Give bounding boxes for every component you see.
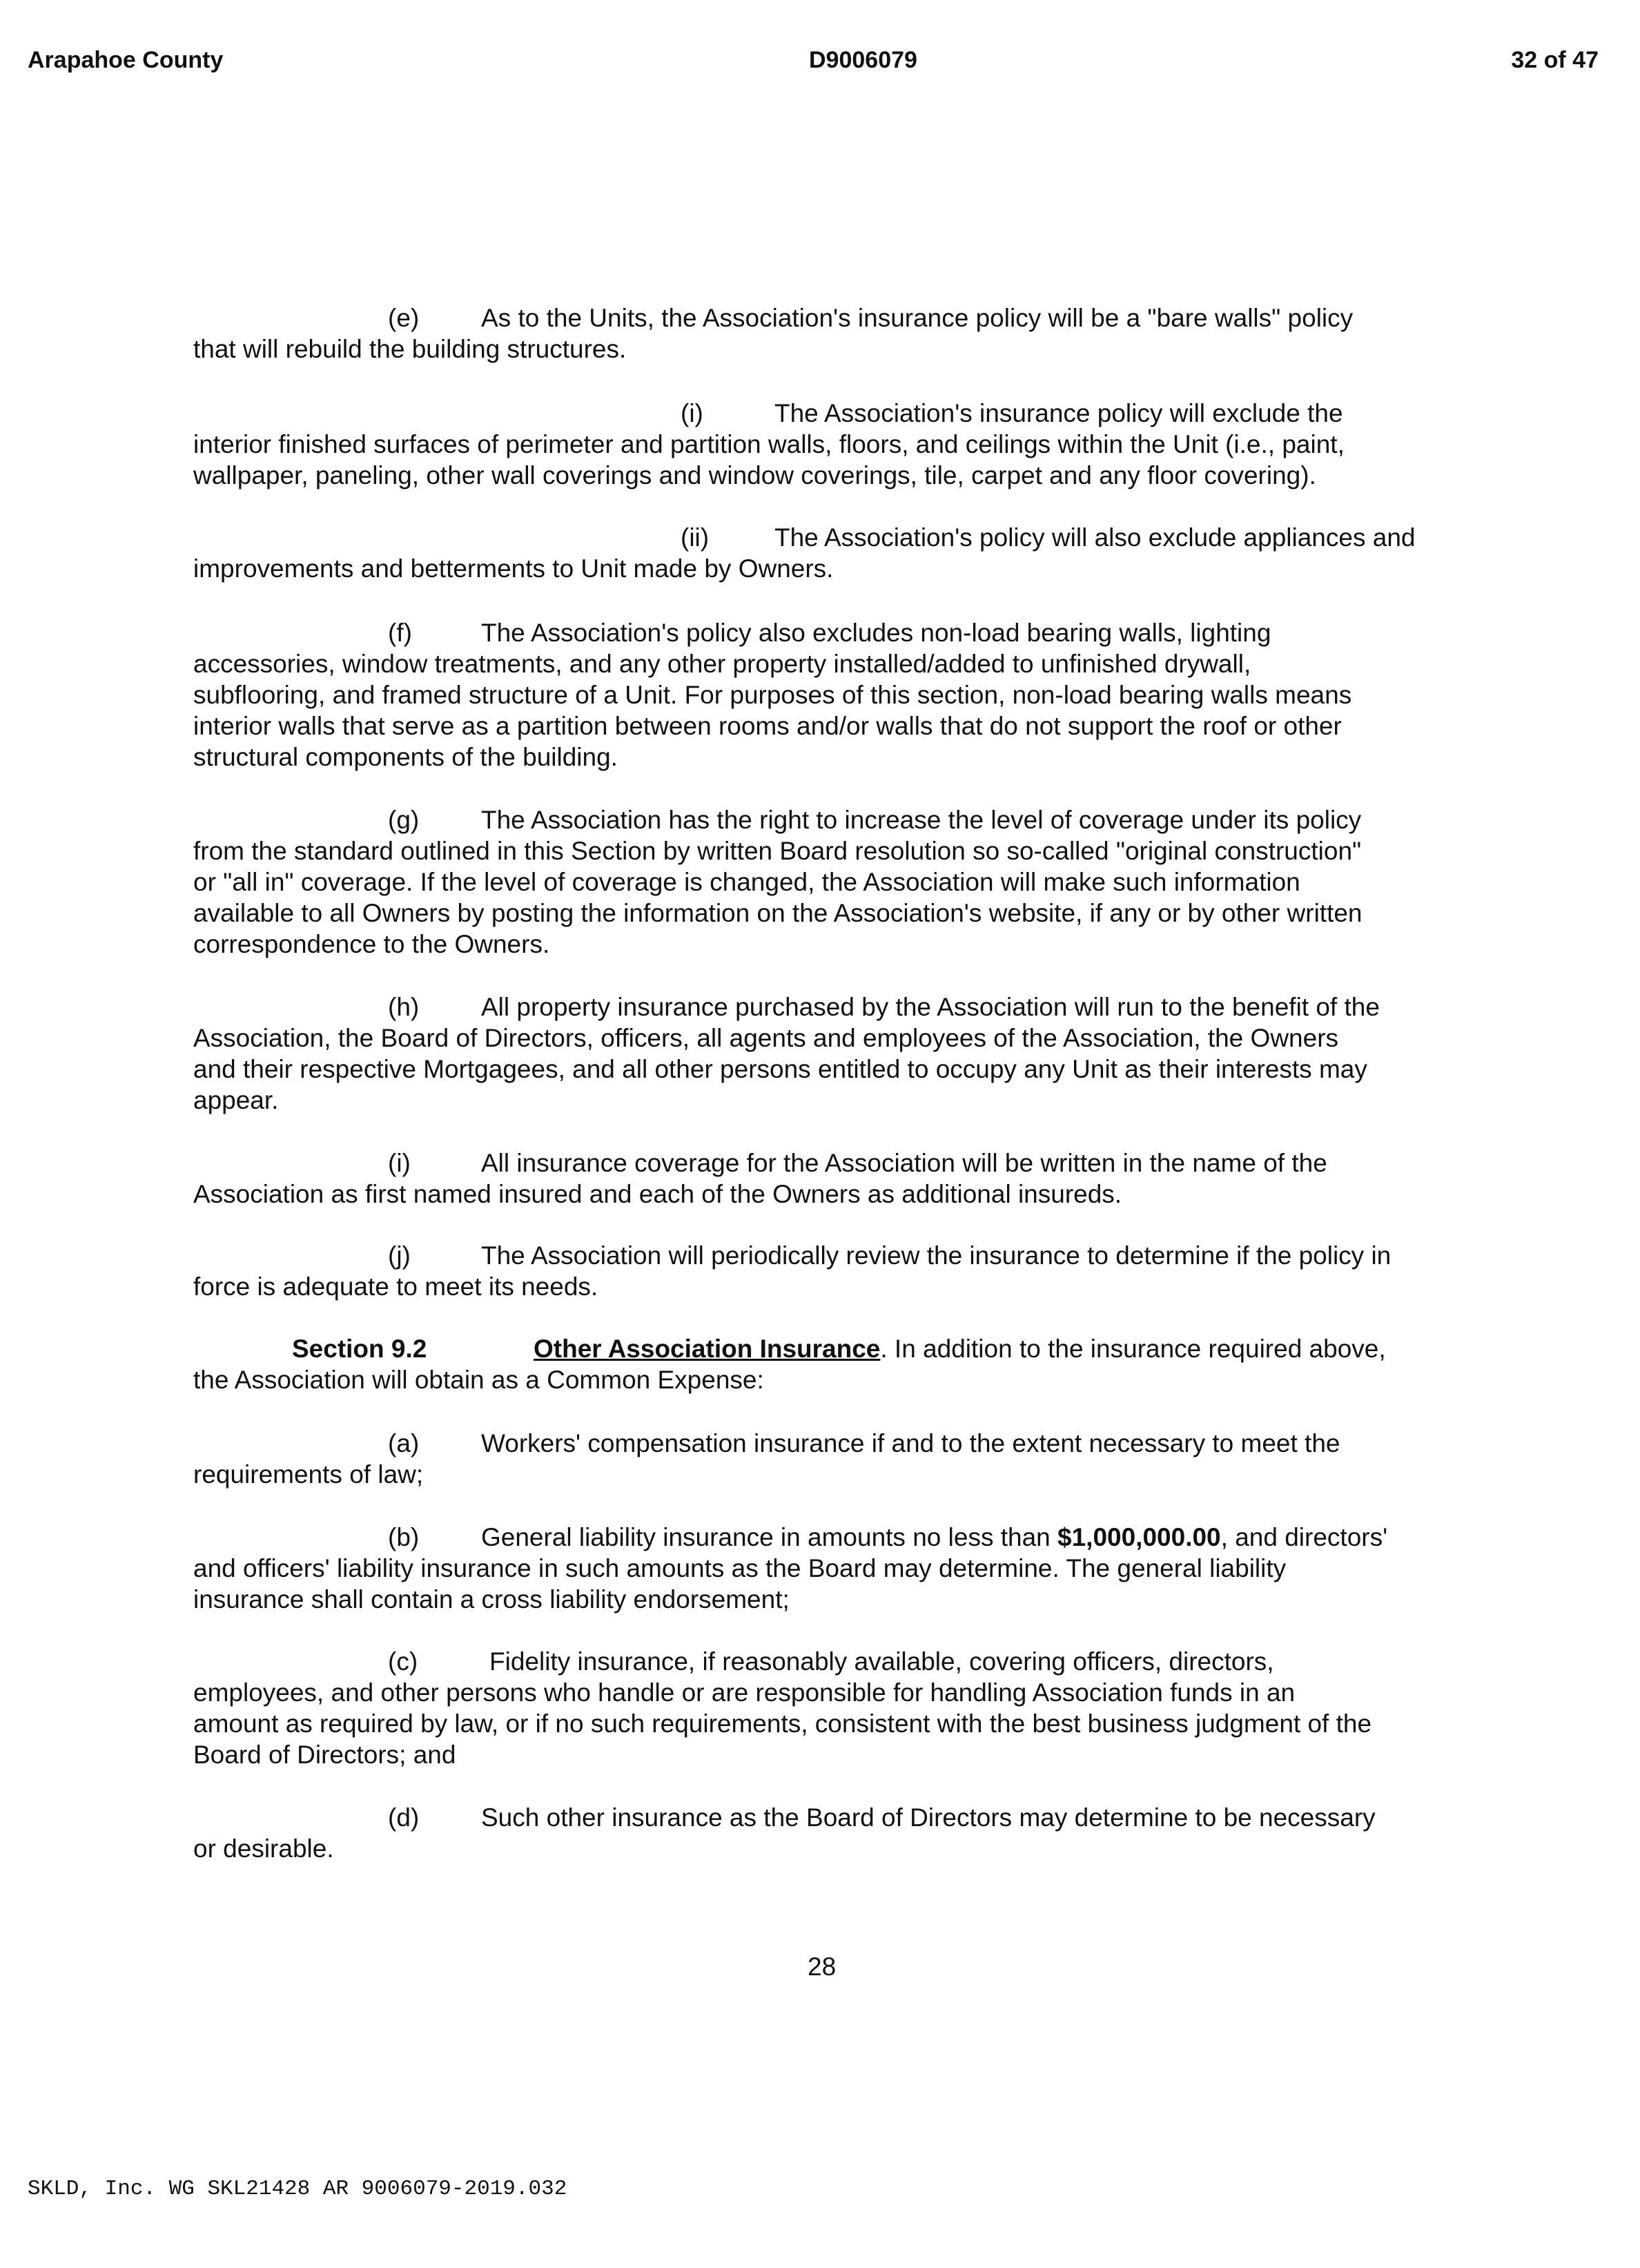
section-9-2: [193, 1333, 1456, 1395]
paragraph-line: The Association's policy will also exclude appliances and: [774, 523, 1416, 552]
paragraph-e: [193, 302, 1456, 365]
paragraph-line: requirements of law;: [193, 1460, 424, 1489]
paragraph-marker: (c): [388, 1647, 418, 1676]
paragraph-line: accessories, window treatments, and any other property installed/added to unfinished drywall,: [193, 650, 1251, 678]
paragraph-marker: (g): [388, 806, 420, 834]
paragraph-d: [193, 1802, 1456, 1864]
page-number: 28: [808, 1952, 837, 1981]
paragraph-marker: (e): [388, 304, 420, 332]
paragraph-line: All insurance coverage for the Association will be written in the name of the: [481, 1149, 1327, 1177]
paragraph-line: wallpaper, paneling, other wall coverings and window coverings, tile, carpet and any floor covering).: [193, 461, 1316, 490]
paragraph-marker: (h): [388, 993, 420, 1021]
paragraph-a: [193, 1428, 1456, 1490]
paragraph-g: [193, 804, 1456, 960]
footer-recording-id: SKLD, Inc. WG SKL21428 AR 9006079-2019.032: [28, 2177, 567, 2201]
section-title: Other Association Insurance: [534, 1335, 881, 1363]
paragraph-marker: (b): [388, 1523, 420, 1551]
paragraph-marker: (j): [388, 1241, 411, 1270]
paragraph-line: force is adequate to meet its needs.: [193, 1272, 598, 1301]
paragraph-marker: (ii): [681, 523, 710, 552]
paragraph-line: improvements and betterments to Unit made by Owners.: [193, 554, 834, 583]
paragraph-line: amount as required by law, or if no such requirements, consistent with the best business judgment of the: [193, 1709, 1372, 1738]
paragraph-line: employees, and other persons who handle or are responsible for handling Association funds in an: [193, 1678, 1296, 1707]
paragraph-marker: (a): [388, 1429, 420, 1457]
paragraph-line: General liability insurance in amounts no less than: [481, 1523, 1058, 1551]
paragraph-line: Such other insurance as the Board of Directors may determine to be necessary: [481, 1803, 1376, 1832]
liability-amount: $1,000,000.00: [1057, 1523, 1221, 1551]
paragraph-line: All property insurance purchased by the Association will run to the benefit of the: [481, 993, 1380, 1021]
county-name: Arapahoe County: [28, 47, 224, 73]
paragraph-line: The Association will periodically review the insurance to determine if the policy in: [481, 1241, 1392, 1270]
paragraph-line: and their respective Mortgagees, and all other persons entitled to occupy any Unit as their interests may: [193, 1055, 1367, 1083]
paragraph-line: the Association will obtain as a Common Expense:: [193, 1366, 764, 1394]
paragraph-line: The Association's policy also excludes non-load bearing walls, lighting: [481, 619, 1271, 647]
paragraph-line: or desirable.: [193, 1834, 334, 1863]
paragraph-line: As to the Units, the Association's insurance policy will be a "bare walls" policy: [481, 304, 1354, 332]
paragraph-line: Board of Directors; and: [193, 1741, 456, 1769]
paragraph-e-i: [193, 398, 1456, 491]
paragraph-f: [193, 617, 1456, 773]
section-intro: . In addition to the insurance required above,: [880, 1335, 1386, 1363]
document-number: D9006079: [809, 47, 917, 73]
paragraph-c: [193, 1646, 1456, 1770]
paragraph-i: [193, 1147, 1456, 1210]
paragraph-line: correspondence to the Owners.: [193, 930, 550, 958]
paragraph-line: Association as first named insured and each of the Owners as additional insureds.: [193, 1180, 1122, 1208]
paragraph-j: [193, 1240, 1456, 1302]
paragraph-line: Association, the Board of Directors, officers, all agents and employees of the Association, the Owners: [193, 1024, 1339, 1052]
paragraph-e-ii: [193, 522, 1456, 584]
paragraph-line: structural components of the building.: [193, 743, 618, 771]
paragraph-line: subflooring, and framed structure of a Unit. For purposes of this section, non-load bearing walls means: [193, 681, 1352, 709]
paragraph-line: Fidelity insurance, if reasonably available, covering officers, directors,: [489, 1647, 1274, 1676]
paragraph-marker: (f): [388, 619, 412, 647]
paragraph-line: Workers' compensation insurance if and to the extent necessary to meet the: [481, 1429, 1340, 1457]
paragraph-line: The Association's insurance policy will exclude the: [774, 399, 1343, 427]
paragraph-line: and officers' liability insurance in such amounts as the Board may determine. The general liability: [193, 1554, 1287, 1582]
paragraph-line: The Association has the right to increase the level of coverage under its policy: [481, 806, 1362, 834]
paragraph-marker: (d): [388, 1803, 420, 1832]
paragraph-line: or "all in" coverage. If the level of coverage is changed, the Association will make such information: [193, 868, 1300, 896]
paragraph-line: appear.: [193, 1086, 279, 1114]
paragraph-marker: (i): [681, 399, 703, 427]
paragraph-line: that will rebuild the building structures.: [193, 335, 627, 363]
paragraph-line: insurance shall contain a cross liability endorsement;: [193, 1585, 790, 1613]
paragraph-line: from the standard outlined in this Section by written Board resolution so so-called "original construction": [193, 837, 1362, 865]
paragraph-line: , and directors': [1220, 1523, 1388, 1551]
paragraph-line: interior finished surfaces of perimeter and partition walls, floors, and ceilings within the Unit (i.e., paint,: [193, 430, 1345, 458]
page-count: 32 of 47: [1511, 47, 1599, 73]
paragraph-h: [193, 991, 1456, 1116]
paragraph-b: [193, 1522, 1456, 1615]
paragraph-line: available to all Owners by posting the information on the Association's website, if any or by other written: [193, 899, 1363, 927]
paragraph-marker: (i): [388, 1149, 411, 1177]
paragraph-line: interior walls that serve as a partition between rooms and/or walls that do not support the roof or other: [193, 712, 1342, 740]
section-number: Section 9.2: [292, 1335, 427, 1363]
